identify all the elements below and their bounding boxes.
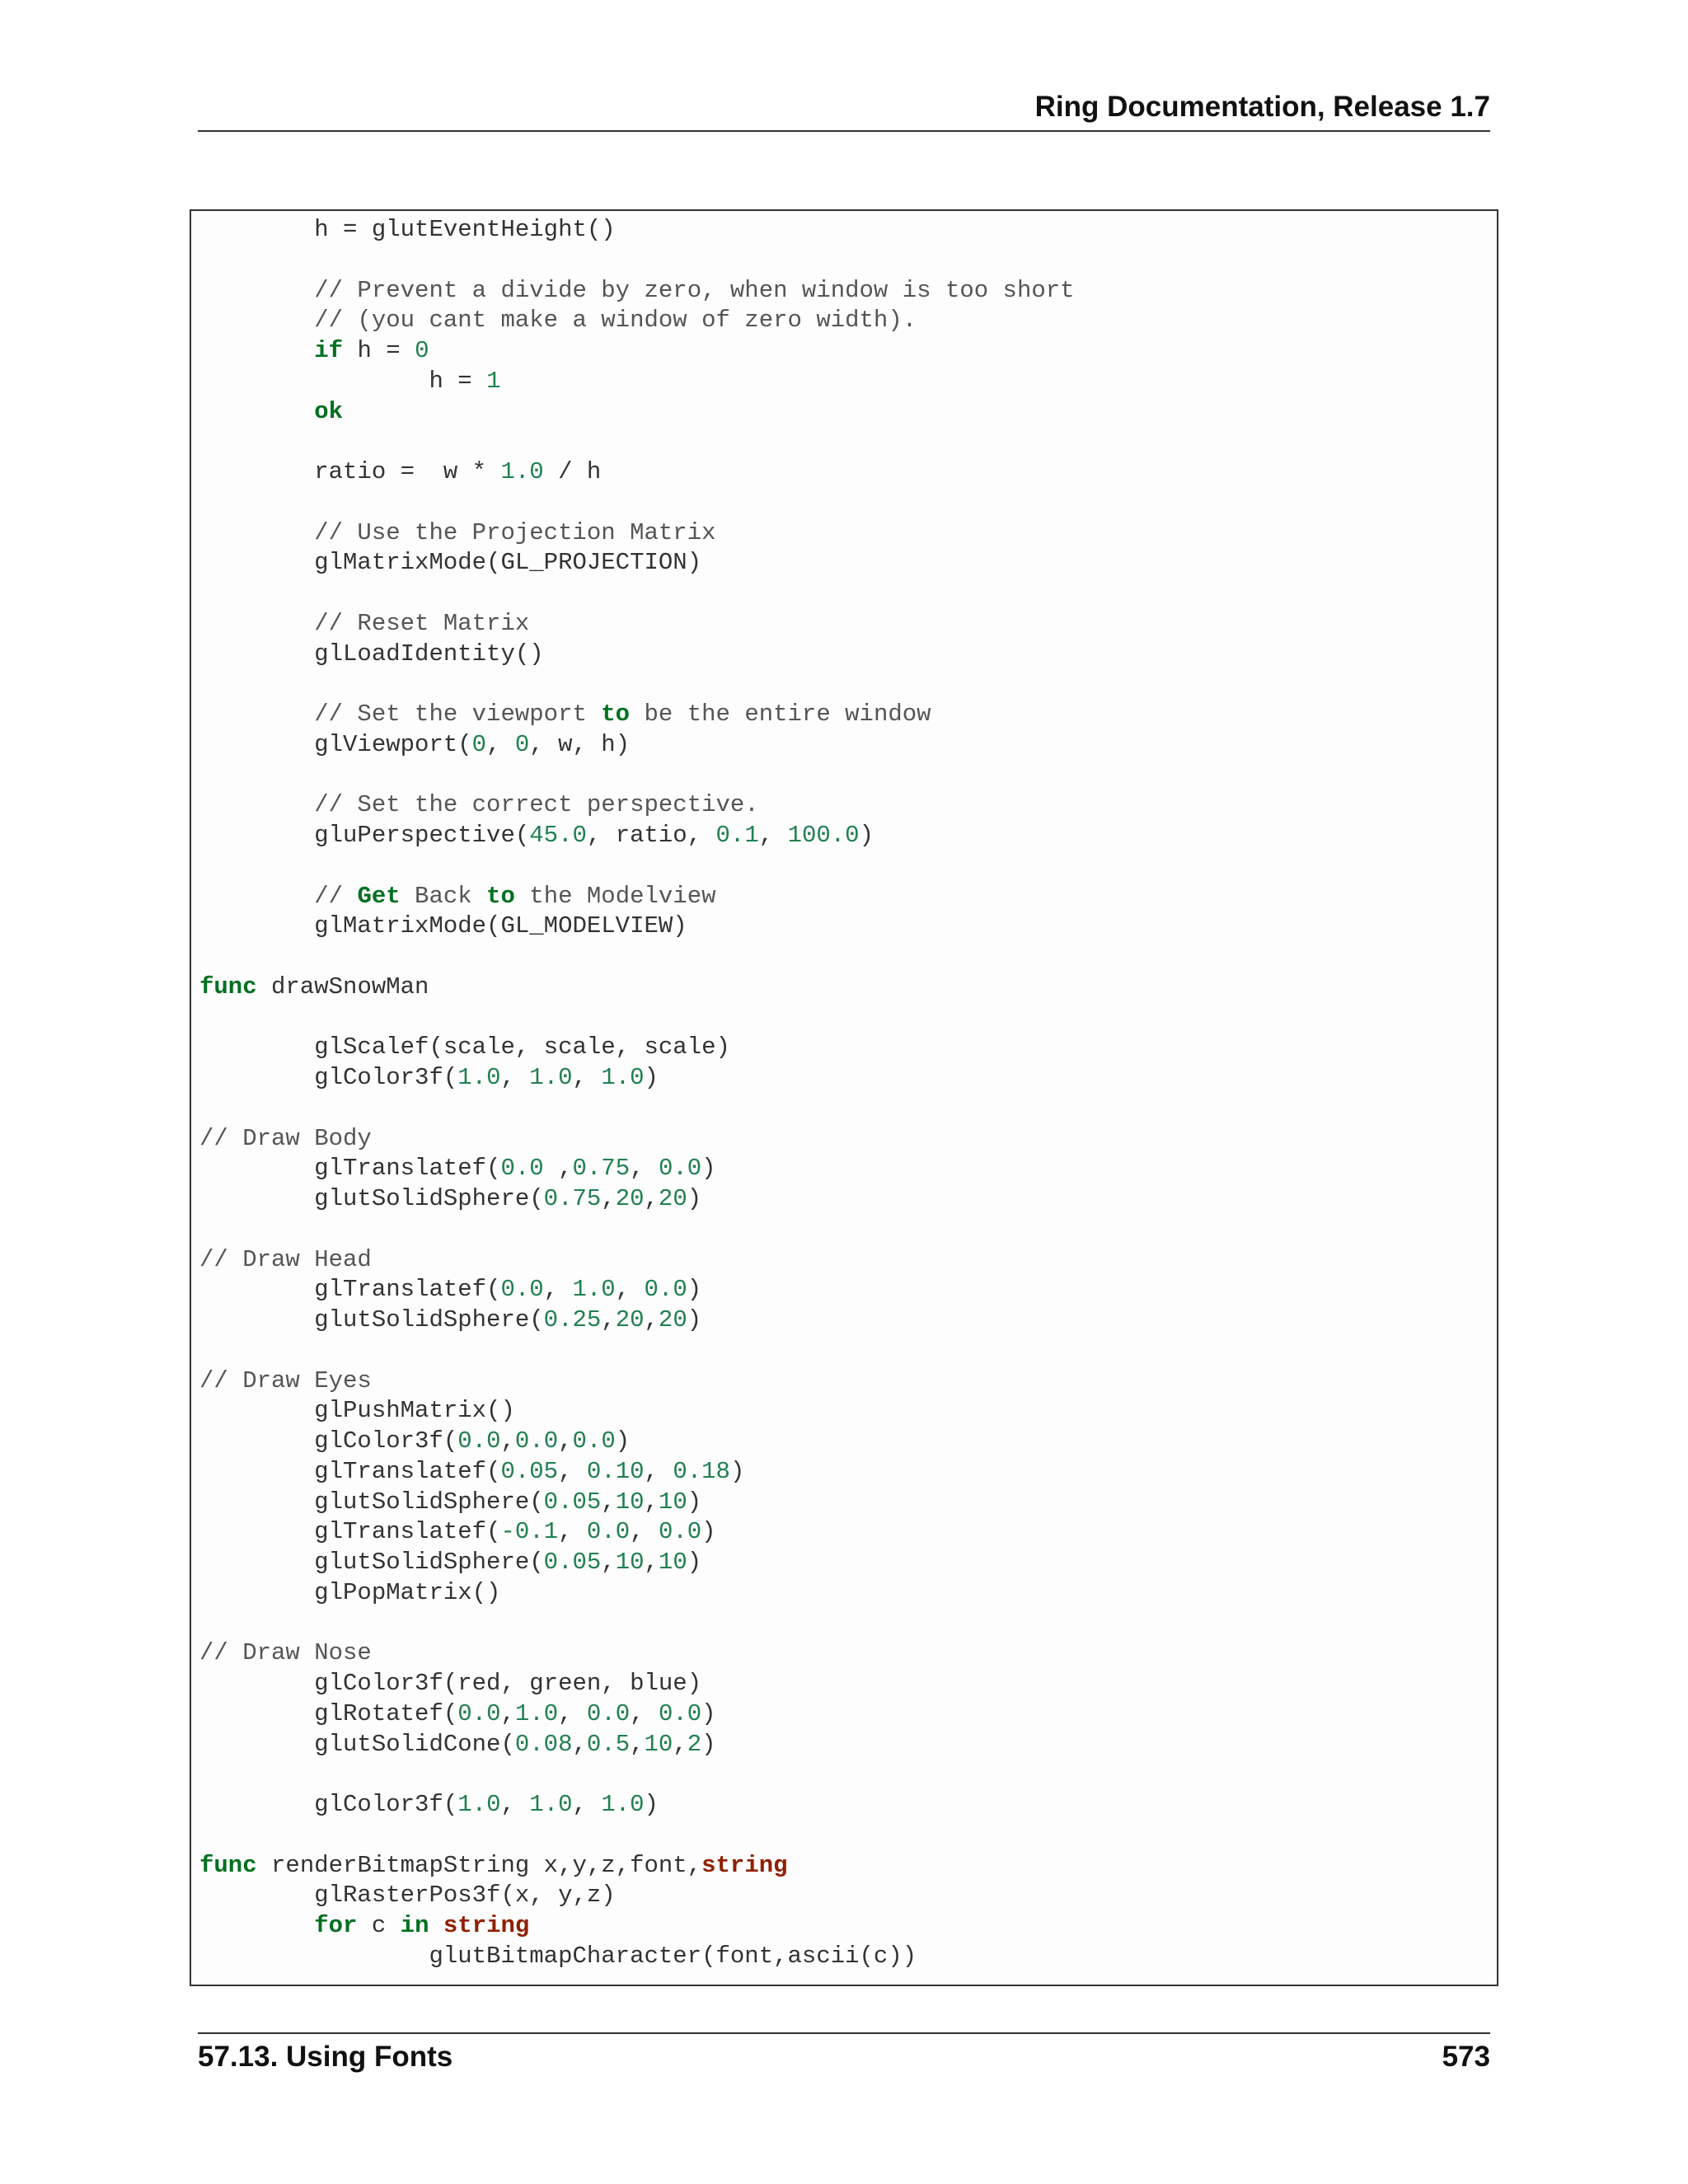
- code-text: glTranslatef(: [199, 1155, 501, 1183]
- code-text: glRasterPos3f(x, y,z): [199, 1882, 616, 1910]
- code-number: 0.0: [658, 1155, 702, 1183]
- code-text: glColor3f(: [199, 1791, 458, 1818]
- code-line: [199, 1336, 1075, 1366]
- code-number: -0.1: [500, 1518, 559, 1546]
- code-line: [199, 215, 1075, 246]
- code-line: [199, 276, 1075, 307]
- code-number: 20: [658, 1306, 687, 1333]
- code-text: ): [687, 1549, 702, 1576]
- code-text: glMatrixMode(GL_MODELVIEW): [199, 912, 687, 940]
- code-line: [199, 640, 1075, 670]
- code-line: [199, 336, 1075, 367]
- code-text: ,: [615, 1276, 645, 1304]
- code-text: glColor3f(: [199, 1064, 458, 1091]
- code-keyword: to: [601, 701, 631, 728]
- code-line: [199, 518, 1075, 549]
- code-text: ,: [558, 1427, 573, 1455]
- code-comment: // Reset Matrix: [199, 609, 530, 637]
- code-line: [199, 882, 1075, 912]
- code-text: ): [701, 1155, 716, 1183]
- code-text: glPopMatrix(): [199, 1578, 501, 1606]
- code-text: ): [687, 1276, 702, 1304]
- code-line: [199, 1911, 1075, 1942]
- code-number: 20: [615, 1185, 645, 1212]
- code-line: [199, 457, 1075, 488]
- code-text: ,: [673, 1730, 687, 1758]
- code-comment: // Set the viewport: [199, 701, 602, 728]
- code-text: ): [859, 822, 874, 849]
- code-line: [199, 367, 1075, 397]
- code-line: [199, 397, 1075, 428]
- code-line: [199, 1154, 1075, 1184]
- code-text: ,: [601, 1549, 616, 1576]
- code-number: 0.18: [673, 1457, 730, 1485]
- code-number: 100.0: [787, 822, 860, 849]
- code-line: [199, 1548, 1075, 1578]
- code-keyword: ok: [314, 397, 344, 425]
- code-text: ,: [630, 1155, 659, 1183]
- code-number: 0.75: [572, 1155, 631, 1183]
- code-line: [199, 942, 1075, 972]
- code-text: glutSolidSphere(: [199, 1549, 544, 1576]
- code-line: [199, 972, 1075, 1003]
- code-line: [199, 1699, 1075, 1730]
- code-text: ,: [758, 822, 788, 849]
- code-text: renderBitmapString x,y,z,font,: [256, 1851, 702, 1879]
- code-text: glColor3f(red, green, blue): [199, 1670, 702, 1697]
- code-number: 0.05: [543, 1549, 602, 1576]
- code-line: [199, 1063, 1075, 1094]
- code-line: [199, 1790, 1075, 1821]
- code-text: glRotatef(: [199, 1699, 458, 1727]
- code-text: ratio = w *: [199, 458, 501, 485]
- code-number: 1.0: [572, 1276, 616, 1304]
- code-text: ,: [543, 1276, 573, 1304]
- code-number: 0.08: [514, 1730, 573, 1758]
- code-text: ): [687, 1306, 702, 1333]
- code-comment: // Draw Body: [199, 1124, 372, 1152]
- header-divider: [198, 130, 1490, 132]
- code-line: [199, 1881, 1075, 1911]
- code-text: / h: [543, 458, 602, 485]
- code-text: ,: [630, 1518, 659, 1546]
- code-text: ): [701, 1518, 716, 1546]
- code-text: ,: [644, 1306, 659, 1333]
- code-line: [199, 669, 1075, 700]
- code-text: glColor3f(: [199, 1427, 458, 1455]
- code-text: ,: [630, 1730, 645, 1758]
- code-line: [199, 1305, 1075, 1336]
- code-line: [199, 851, 1075, 882]
- code-comment: the Modelview: [514, 882, 716, 910]
- code-comment: be the entire window: [630, 701, 931, 728]
- code-line: [199, 1609, 1075, 1639]
- code-number: 0.25: [543, 1306, 602, 1333]
- code-number: 0.0: [586, 1699, 631, 1727]
- code-number: 10: [658, 1488, 687, 1516]
- code-line: [199, 1942, 1075, 1972]
- code-line: [199, 912, 1075, 942]
- code-line: [199, 1124, 1075, 1155]
- code-text: ,: [572, 1730, 587, 1758]
- code-number: 20: [615, 1306, 645, 1333]
- code-number: 1.0: [514, 1699, 559, 1727]
- code-text: h =: [343, 337, 415, 364]
- code-number: 0.1: [715, 822, 759, 849]
- code-line: [199, 1851, 1075, 1882]
- code-text: , w, h): [529, 730, 631, 758]
- code-number: 0.5: [586, 1730, 631, 1758]
- code-number: 45.0: [529, 822, 587, 849]
- code-line: [199, 1427, 1075, 1457]
- code-line: [199, 427, 1075, 457]
- code-line: [199, 548, 1075, 579]
- code-text: glutBitmapCharacter(font,ascii(c)): [199, 1942, 917, 1970]
- code-text: ): [644, 1791, 659, 1818]
- code-text: h = glutEventHeight(): [199, 216, 616, 243]
- code-line: [199, 761, 1075, 791]
- code-number: 0: [415, 337, 429, 364]
- code-text: glTranslatef(: [199, 1518, 501, 1546]
- code-text: ,: [601, 1306, 616, 1333]
- code-text: ,: [500, 1791, 530, 1818]
- code-text: ,: [486, 730, 515, 758]
- code-text: glTranslatef(: [199, 1276, 501, 1304]
- code-text: glPushMatrix(): [199, 1397, 515, 1425]
- code-number: 2: [687, 1730, 702, 1758]
- code-text: glutSolidCone(: [199, 1730, 515, 1758]
- code-text: , ratio,: [586, 822, 716, 849]
- code-keyword: to: [486, 882, 515, 910]
- footer-section-title: 57.13. Using Fonts: [198, 2041, 453, 2073]
- code-text: [429, 1912, 443, 1939]
- code-comment: // Draw Head: [199, 1245, 372, 1273]
- code-type: string: [443, 1912, 530, 1939]
- code-text: ,: [644, 1457, 673, 1485]
- code-text: h =: [199, 367, 487, 395]
- code-number: 0.05: [543, 1488, 602, 1516]
- code-text: glutSolidSphere(: [199, 1488, 544, 1516]
- code-text: ,: [558, 1518, 587, 1546]
- code-text: glutSolidSphere(: [199, 1306, 544, 1333]
- code-line: [199, 1457, 1075, 1488]
- code-comment: // Draw Eyes: [199, 1366, 372, 1394]
- code-text: glMatrixMode(GL_PROJECTION): [199, 549, 702, 577]
- code-text: ,: [601, 1488, 616, 1516]
- code-number: 1.0: [457, 1064, 501, 1091]
- code-number: 0.0: [514, 1427, 559, 1455]
- code-keyword: func: [199, 1851, 257, 1879]
- code-number: 0.0: [644, 1276, 687, 1304]
- code-block: [199, 215, 1075, 1972]
- code-number: 1: [486, 367, 501, 395]
- code-number: 1.0: [457, 1791, 501, 1818]
- code-text: c: [357, 1912, 401, 1939]
- code-text: ): [687, 1185, 702, 1212]
- code-number: 1.0: [601, 1064, 645, 1091]
- code-number: 10: [658, 1549, 687, 1576]
- code-comment: // Set the correct perspective.: [199, 791, 759, 819]
- code-text: ,: [558, 1699, 587, 1727]
- code-number: 0.10: [586, 1457, 645, 1485]
- code-line: [199, 1730, 1075, 1760]
- code-number: 1.0: [529, 1791, 573, 1818]
- code-comment: // Use the Projection Matrix: [199, 518, 716, 546]
- code-number: 20: [658, 1185, 687, 1212]
- code-text: ,: [644, 1488, 659, 1516]
- code-comment: // (you cant make a window of zero width).: [199, 307, 917, 335]
- code-comment: // Draw Nose: [199, 1639, 372, 1667]
- code-text: ,: [630, 1699, 659, 1727]
- code-text: ,: [601, 1185, 616, 1212]
- code-line: [199, 1638, 1075, 1669]
- code-number: 0.0: [457, 1699, 501, 1727]
- code-text: ): [701, 1730, 716, 1758]
- code-comment: //: [199, 882, 358, 910]
- code-line: [199, 579, 1075, 609]
- code-text: [199, 398, 314, 425]
- code-text: glScalef(scale, scale, scale): [199, 1033, 730, 1062]
- footer-page-number: 573: [1442, 2041, 1490, 2073]
- code-text: ,: [644, 1549, 659, 1576]
- code-text: glTranslatef(: [199, 1457, 501, 1485]
- code-line: [199, 1488, 1075, 1518]
- code-text: ): [687, 1488, 702, 1516]
- code-text: ,: [572, 1791, 602, 1818]
- code-number: 0.0: [572, 1427, 616, 1455]
- code-text: glLoadIdentity(): [199, 640, 544, 668]
- code-text: ): [615, 1427, 631, 1455]
- code-text: glutSolidSphere(: [199, 1185, 544, 1212]
- code-line: [199, 821, 1075, 851]
- code-keyword: for: [314, 1912, 358, 1939]
- code-number: 1.0: [529, 1064, 573, 1091]
- code-number: 0.75: [543, 1185, 602, 1212]
- code-block-container: [190, 209, 1498, 1986]
- code-number: 1.0: [500, 458, 544, 485]
- code-line: [199, 1245, 1075, 1276]
- code-number: 0.0: [586, 1518, 631, 1546]
- code-number: 0: [471, 730, 487, 758]
- code-line: [199, 246, 1075, 276]
- code-text: ,: [572, 1064, 602, 1091]
- code-text: ): [644, 1064, 659, 1091]
- code-number: 1.0: [601, 1791, 645, 1818]
- code-line: [199, 700, 1075, 730]
- code-line: [199, 1003, 1075, 1033]
- code-line: [199, 790, 1075, 821]
- code-text: ,: [543, 1155, 573, 1183]
- code-keyword: if: [314, 337, 344, 364]
- code-line: [199, 1215, 1075, 1245]
- code-keyword: func: [199, 972, 257, 1001]
- code-number: 0.0: [457, 1427, 501, 1455]
- code-text: ,: [644, 1185, 659, 1212]
- code-line: [199, 1275, 1075, 1305]
- code-line: [199, 730, 1075, 761]
- code-type: string: [701, 1851, 788, 1879]
- code-line: [199, 1094, 1075, 1124]
- code-text: ,: [500, 1064, 530, 1091]
- code-text: ,: [558, 1457, 587, 1485]
- code-text: ): [701, 1699, 716, 1727]
- code-line: [199, 306, 1075, 336]
- code-number: 10: [644, 1730, 673, 1758]
- code-number: 0.0: [500, 1155, 544, 1183]
- code-text: ,: [500, 1699, 515, 1727]
- code-number: 0.0: [500, 1276, 544, 1304]
- code-line: [199, 1396, 1075, 1427]
- footer-divider: [198, 2032, 1490, 2034]
- code-keyword: in: [400, 1912, 429, 1939]
- code-number: 0.0: [658, 1699, 702, 1727]
- code-line: [199, 1821, 1075, 1851]
- code-number: 0: [514, 730, 530, 758]
- code-text: [199, 1912, 314, 1939]
- code-text: ): [729, 1457, 745, 1485]
- page-header-title: Ring Documentation, Release 1.7: [1034, 91, 1490, 123]
- code-text: drawSnowMan: [256, 972, 429, 1001]
- code-number: 0.0: [658, 1518, 702, 1546]
- code-number: 0.05: [500, 1457, 559, 1485]
- code-text: [199, 337, 314, 364]
- code-text: ,: [500, 1427, 515, 1455]
- code-comment: Back: [400, 882, 487, 910]
- code-line: [199, 1366, 1075, 1397]
- code-line: [199, 609, 1075, 640]
- code-line: [199, 1760, 1075, 1790]
- code-keyword: Get: [357, 882, 401, 910]
- code-line: [199, 1517, 1075, 1548]
- code-line: [199, 1578, 1075, 1609]
- code-text: glViewport(: [199, 730, 472, 758]
- code-text: gluPerspective(: [199, 822, 530, 849]
- code-line: [199, 1669, 1075, 1699]
- code-line: [199, 1184, 1075, 1215]
- code-line: [199, 1033, 1075, 1063]
- code-number: 10: [615, 1549, 645, 1576]
- code-line: [199, 488, 1075, 518]
- code-number: 10: [615, 1488, 645, 1516]
- code-comment: // Prevent a divide by zero, when window is too short: [199, 276, 1075, 304]
